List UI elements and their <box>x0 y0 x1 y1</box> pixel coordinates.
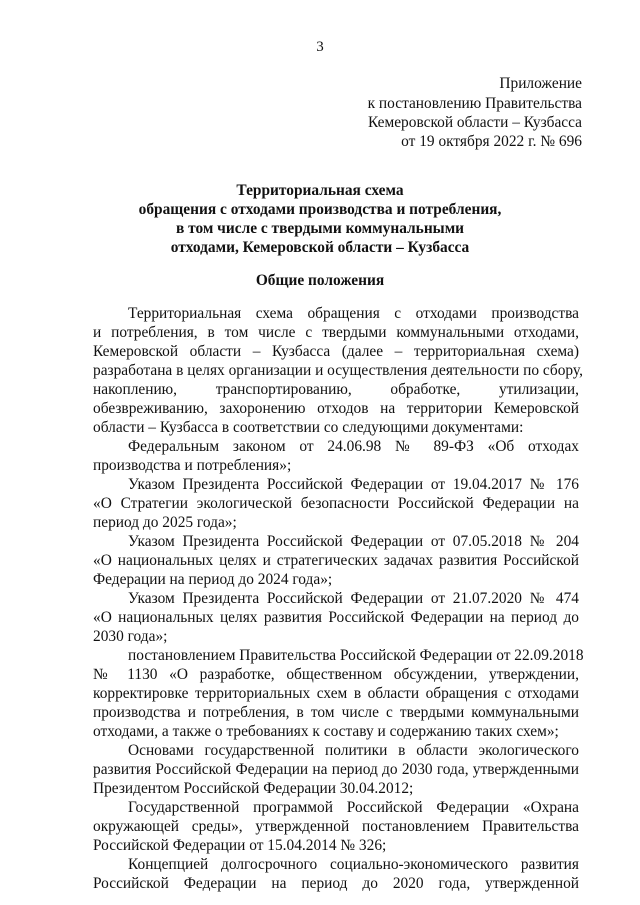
body-line: накоплению, транспортированию, обработке, утилизации, <box>93 381 579 398</box>
appendix-line: к постановлению Правительства <box>367 95 582 112</box>
document-title-line: в том числе с твердыми коммунальными <box>175 220 465 237</box>
body-line: обезвреживанию, захоронению отходов на территории Кемеровской <box>93 400 579 417</box>
document-title-line: обращения с отходами производства и потребления, <box>138 201 502 218</box>
body-line: Указом Президента Российской Федерации от 07.05.2018 № 204 <box>128 533 579 550</box>
body-line: «О Стратегии экологической безопасности Российской Федерации на <box>93 495 579 512</box>
body-line: «О национальных целях и стратегических задачах развития Российской <box>93 552 579 569</box>
body-line: производства и потребления, в том числе с твердыми коммунальными <box>93 704 579 721</box>
body-line: Государственной программой Российской Федерации «Охрана <box>128 799 579 816</box>
page-number: 3 <box>316 39 324 55</box>
body-line: Федерации на период до 2024 года»; <box>93 571 333 588</box>
body-line: Кемеровской области – Кузбасса (далее – территориальная схема) <box>93 343 579 360</box>
section-heading: Общие положения <box>255 272 385 289</box>
body-line: развития Российской Федерации на период до 2030 года, утвержденными <box>93 761 579 778</box>
body-line: производства и потребления»; <box>93 457 292 474</box>
body-line: разработана в целях организации и осуществления деятельности по сбору, <box>93 362 583 379</box>
document-title-line: отходами, Кемеровской области – Кузбасса <box>170 239 470 256</box>
body-line: Российской Федерации на период до 2020 года, утвержденной <box>93 875 579 892</box>
body-line: Федеральным законом от 24.06.98 № 89-ФЗ «Об отходах <box>128 438 579 455</box>
body-line: области – Кузбасса в соответствии со следующими документами: <box>93 419 524 436</box>
body-line: период до 2025 года»; <box>93 514 237 531</box>
document-title-line: Территориальная схема <box>236 182 404 199</box>
appendix-line: Приложение <box>499 75 582 92</box>
body-line: Территориальная схема обращения с отходами производства <box>128 305 579 322</box>
body-line: 2030 года»; <box>93 628 168 645</box>
appendix-line: от 19 октября 2022 г. № 696 <box>401 133 582 150</box>
body-line: Указом Президента Российской Федерации от 19.04.2017 № 176 <box>128 476 579 493</box>
body-line: Указом Президента Российской Федерации от 21.07.2020 № 474 <box>128 590 579 607</box>
body-line: Основами государственной политики в области экологического <box>128 742 579 759</box>
body-line: корректировке территориальных схем в области обращения с отходами <box>93 685 579 702</box>
body-line: постановлением Правительства Российской Федерации от 22.09.2018 <box>128 647 584 664</box>
body-line: Концепцией долгосрочного социально-экономического развития <box>128 856 579 873</box>
body-line: «О национальных целях развития Российской Федерации на период до <box>93 609 579 626</box>
body-line: № 1130 «О разработке, общественном обсуждении, утверждении, <box>93 666 579 683</box>
body-line: отходами, а также о требованиях к составу и содержанию таких схем»; <box>93 723 559 740</box>
body-line: и потребления, в том числе с твердыми коммунальными отходами, <box>93 324 579 341</box>
body-line: Президентом Российской Федерации 30.04.2012; <box>93 780 414 797</box>
body-line: Российской Федерации от 15.04.2014 № 326; <box>93 837 387 854</box>
appendix-line: Кемеровской области – Кузбасса <box>367 114 582 131</box>
body-line: окружающей среды», утвержденной постановлением Правительства <box>93 818 579 835</box>
